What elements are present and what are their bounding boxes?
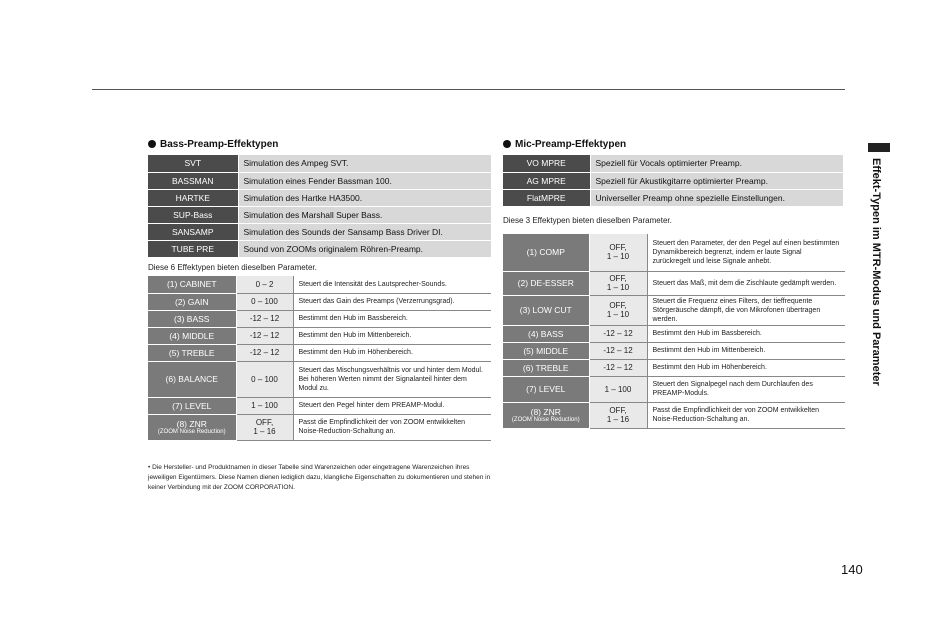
param-row: [148, 276, 491, 293]
param-name: [503, 325, 589, 342]
param-name: [148, 310, 236, 327]
param-range: OFF, 1 – 10: [589, 234, 647, 271]
bass-note: Diese 6 Effektypen bieten dieselben Parameter.: [148, 263, 317, 272]
footnote: • Die Hersteller- und Produktnamen in dieser Tabelle sind Warenzeichen oder eingetragene Warenzeichen ihres jeweiligen Eigentümers. Diese Namen dienen lediglich dazu, klangliche Eigenschaften zu dokumentieren und stehen in keiner Verbindung mit der ZOOM CORPORATION.: [148, 464, 491, 491]
param-row: [503, 342, 845, 359]
param-name-text: (7) LEVEL: [172, 400, 212, 411]
param-name-text: (8) ZNR: [530, 406, 561, 417]
param-name: [148, 414, 236, 440]
type-name: TUBE PRE: [148, 240, 238, 257]
param-description: Steuert das Maß, mit dem die Zischlaute gedämpft werden.: [647, 271, 845, 295]
param-row: [503, 376, 845, 402]
param-range: -12 – 12: [589, 325, 647, 342]
type-row: [503, 155, 843, 172]
type-row: [148, 223, 491, 240]
bass-types-table: [148, 155, 491, 258]
param-name-text: (2) GAIN: [174, 296, 209, 307]
param-range: OFF, 1 – 16: [236, 414, 293, 440]
param-name-text: (5) MIDDLE: [523, 345, 569, 356]
param-name-text: (6) BALANCE: [165, 374, 218, 384]
param-description: Steuert die Frequenz eines Filters, der tieffrequente Störgeräusche dämpft, die von Mikrofonen übertragen werden.: [647, 295, 845, 325]
type-row: [503, 172, 843, 189]
param-name: [503, 359, 589, 376]
param-description: Bestimmt den Hub im Höhenbereich.: [293, 344, 491, 361]
type-description: Simulation des Marshall Super Bass.: [238, 206, 491, 223]
page-number: 140: [841, 562, 863, 577]
param-row: [503, 402, 845, 428]
param-name: [503, 295, 589, 325]
param-description: Bestimmt den Hub im Bassbereich.: [647, 325, 845, 342]
param-range: -12 – 12: [236, 327, 293, 344]
type-row: [503, 189, 843, 206]
param-row: [148, 414, 491, 440]
param-name-text: (6) TREBLE: [522, 362, 569, 373]
param-row: [503, 271, 845, 295]
param-description: Steuert das Mischungsverhältnis vor und hinter dem Modul. Bei höheren Werten nimmt der Signalanteil hinter dem Modul zu.: [293, 361, 491, 397]
type-name: FlatMPRE: [503, 189, 590, 206]
param-range: OFF, 1 – 10: [589, 295, 647, 325]
type-description: Speziell für Akustikgitarre optimierter Preamp.: [590, 172, 843, 189]
mic-note: Diese 3 Effektypen bieten dieselben Parameter.: [503, 216, 672, 225]
side-tab-marker: [868, 143, 890, 152]
type-name: SUP-Bass: [148, 206, 238, 223]
param-description: Passt die Empfindlichkeit der von ZOOM entwikkelten Noise-Reduction-Schaltung an.: [647, 402, 845, 428]
param-range: -12 – 12: [236, 310, 293, 327]
header-rule: [92, 89, 845, 90]
type-name: BASSMAN: [148, 172, 238, 189]
param-name: [503, 234, 589, 271]
type-name: VO MPRE: [503, 155, 590, 172]
type-row: [148, 155, 491, 172]
mic-section-title: Mic-Preamp-Effektypen: [503, 139, 626, 150]
param-name: [503, 376, 589, 402]
param-name-text: (2) DE-ESSER: [517, 278, 574, 288]
param-name-text: (7) LEVEL: [526, 384, 566, 394]
type-row: [148, 240, 491, 257]
type-description: Simulation des Sounds der Sansamp Bass Driver DI.: [238, 223, 491, 240]
type-row: [148, 189, 491, 206]
param-row: [148, 397, 491, 414]
mic-types-table: [503, 155, 843, 207]
param-row: [148, 344, 491, 361]
param-row: [148, 310, 491, 327]
param-name-subtext: (ZOOM Noise Reduction): [511, 416, 580, 423]
param-name: [148, 344, 236, 361]
param-range: -12 – 12: [589, 359, 647, 376]
type-row: [148, 172, 491, 189]
type-name: AG MPRE: [503, 172, 590, 189]
param-description: Passt die Empfindlichkeit der von ZOOM entwikkelten Noise-Reduction-Schaltung an.: [293, 414, 491, 440]
param-name-text: (4) BASS: [528, 328, 564, 339]
param-name: [148, 327, 236, 344]
param-range: OFF, 1 – 16: [589, 402, 647, 428]
param-name-text: (1) CABINET: [166, 279, 217, 290]
param-description: Steuert den Parameter, der den Pegel auf einen bestimmten Dynamikbereich begrenzt, indem er laute Signal zurückregelt und leise Signale anhebt.: [647, 234, 845, 271]
param-name-text: (8) ZNR: [176, 418, 207, 429]
type-description: Speziell für Vocals optimierter Preamp.: [590, 155, 843, 172]
param-range: 0 – 2: [236, 276, 293, 293]
param-row: [503, 325, 845, 342]
side-title: Effekt-Typen im MTR-Modus und Parameter: [870, 158, 882, 386]
param-name-text: (3) LOW CUT: [519, 305, 572, 315]
param-name: [148, 276, 236, 293]
param-name: [148, 397, 236, 414]
type-description: Sound von ZOOMs originalem Röhren-Preamp.: [238, 240, 491, 257]
type-description: Simulation des Ampeg SVT.: [238, 155, 491, 172]
bullet-icon: [148, 140, 156, 148]
param-description: Steuert den Pegel hinter dem PREAMP-Modul.: [293, 397, 491, 414]
param-row: [503, 234, 845, 271]
param-name-subtext: (ZOOM Noise Reduction): [157, 428, 226, 435]
param-description: Steuert die Intensität des Lautsprecher-Sounds.: [293, 276, 491, 293]
param-description: Bestimmt den Hub im Bassbereich.: [293, 310, 491, 327]
param-range: 0 – 100: [236, 293, 293, 310]
param-description: Bestimmt den Hub im Mittenbereich.: [293, 327, 491, 344]
bullet-icon: [503, 140, 511, 148]
param-range: 0 – 100: [236, 361, 293, 397]
param-row: [503, 359, 845, 376]
param-range: 1 – 100: [589, 376, 647, 402]
bass-params-table: [148, 276, 491, 441]
param-name: [148, 293, 236, 310]
param-row: [503, 295, 845, 325]
param-name-text: (4) MIDDLE: [169, 330, 215, 341]
param-name: [503, 402, 589, 428]
param-name-text: (1) COMP: [526, 247, 565, 258]
param-description: Bestimmt den Hub im Mittenbereich.: [647, 342, 845, 359]
param-row: [148, 361, 491, 397]
param-row: [148, 327, 491, 344]
param-name: [148, 361, 236, 397]
type-row: [148, 206, 491, 223]
param-name: [503, 342, 589, 359]
type-name: HARTKE: [148, 189, 238, 206]
mic-params-table: [503, 234, 845, 429]
type-description: Universeller Preamp ohne spezielle Einstellungen.: [590, 189, 843, 206]
param-name-text: (3) BASS: [174, 313, 210, 324]
param-description: Bestimmt den Hub im Höhenbereich.: [647, 359, 845, 376]
param-range: OFF, 1 – 10: [589, 271, 647, 295]
type-description: Simulation des Hartke HA3500.: [238, 189, 491, 206]
param-range: -12 – 12: [589, 342, 647, 359]
param-description: Steuert das Gain des Preamps (Verzerrungsgrad).: [293, 293, 491, 310]
type-name: SANSAMP: [148, 223, 238, 240]
param-name: [503, 271, 589, 295]
bass-section-title: Bass-Preamp-Effektypen: [148, 139, 278, 150]
param-range: 1 – 100: [236, 397, 293, 414]
type-name: SVT: [148, 155, 238, 172]
param-range: -12 – 12: [236, 344, 293, 361]
param-description: Steuert den Signalpegel nach dem Durchlaufen des PREAMP-Moduls.: [647, 376, 845, 402]
param-name-text: (5) TREBLE: [168, 347, 215, 358]
param-row: [148, 293, 491, 310]
type-description: Simulation eines Fender Bassman 100.: [238, 172, 491, 189]
